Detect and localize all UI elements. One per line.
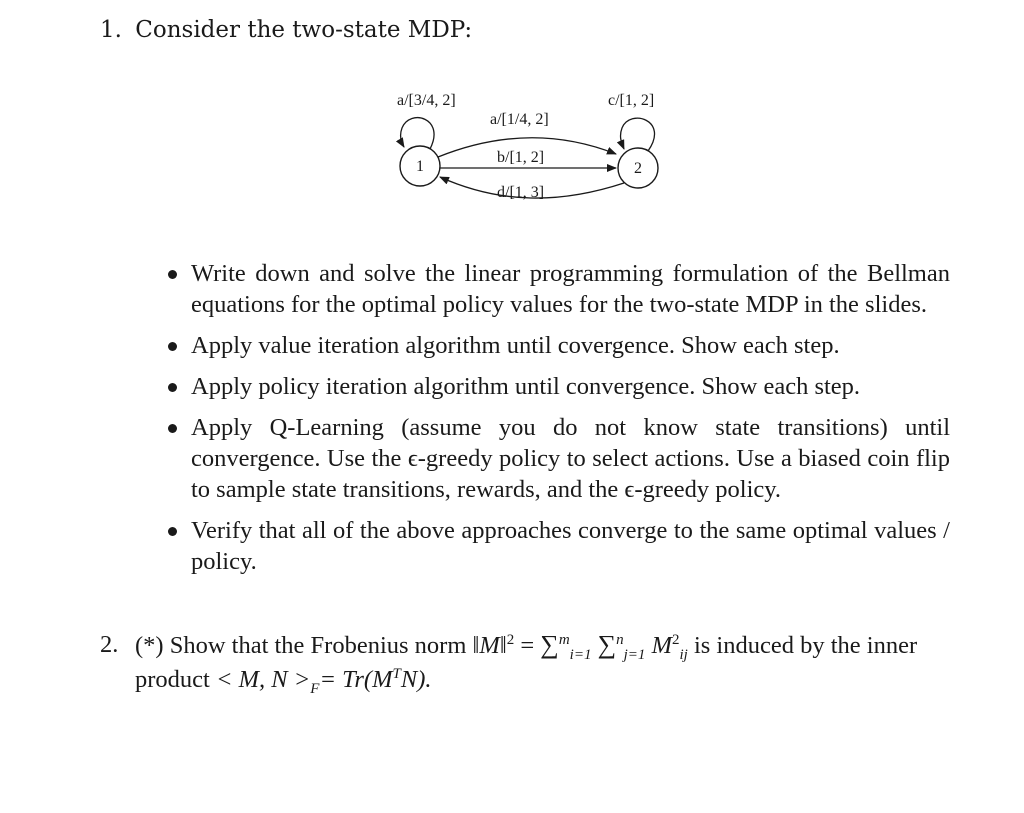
edge-d-label: d/[1, 3] — [497, 184, 545, 201]
question-1-heading — [100, 15, 472, 45]
bullet-dot-icon — [168, 342, 177, 351]
bullet-dot-icon — [168, 270, 177, 279]
sum-upper-n: n — [616, 631, 624, 648]
question-1-number: 1. — [100, 17, 122, 43]
bullet-dot-icon — [168, 383, 177, 392]
inner-product-subscript: F — [310, 680, 320, 697]
matrix-entry: M — [651, 632, 672, 659]
question-2-number: 2. — [100, 631, 119, 658]
bullet-item — [160, 515, 950, 577]
question-2-middle: is induced by the inner product — [135, 632, 918, 693]
sum-lower-i: i=1 — [569, 646, 592, 663]
question-2-body — [135, 628, 942, 697]
loop-1-label: a/[3/4, 2] — [397, 92, 456, 109]
state-1-label: 1 — [416, 158, 424, 175]
bullet-text: Apply value iteration algorithm until covergence. Show each step. — [191, 332, 840, 359]
entry-index: ij — [679, 646, 688, 663]
edge-b-label: b/[1, 2] — [497, 149, 545, 166]
sum-symbol-j: ∑ — [597, 630, 617, 659]
bullet-item — [160, 371, 950, 402]
inner-product: < M, N > — [215, 666, 311, 693]
bullet-dot-icon — [168, 424, 177, 433]
loop-2-arrow — [621, 118, 655, 151]
task-bullet-list — [160, 258, 950, 587]
equals-sign: = — [520, 632, 535, 659]
bullet-text: Apply policy iteration algorithm until convergence. Show each step. — [191, 373, 861, 400]
question-1-text: Consider the two-state MDP: — [135, 17, 473, 43]
entry-square: 2 — [671, 631, 680, 648]
sum-symbol-i: ∑ — [540, 630, 559, 659]
loop-2-label: c/[1, 2] — [608, 92, 655, 109]
state-2-label: 2 — [634, 160, 642, 177]
question-2-prefix: (*) Show that the Frobenius norm — [135, 632, 467, 659]
bullet-dot-icon — [168, 527, 177, 536]
trace-expression: = Tr(M — [319, 666, 393, 693]
mdp-diagram — [380, 80, 680, 220]
trace-expression-end: N). — [400, 666, 432, 693]
norm-square: 2 — [506, 631, 515, 648]
transpose-superscript: T — [392, 665, 401, 682]
bullet-text: Apply Q-Learning (assume you do not know state transitions) until convergence. Use the ϵ-greedy policy to select actions. Use a biased coin flip to sample state transitions, rewards, and the ϵ-greedy policy. — [191, 414, 950, 503]
frobenius-norm: ‖M‖ — [472, 632, 507, 659]
sum-lower-j: j=1 — [623, 646, 646, 663]
bullet-text: Write down and solve the linear programming formulation of the Bellman equations for the optimal policy values for the two-state MDP in the slides. — [191, 260, 950, 318]
question-2 — [100, 628, 942, 697]
bullet-item — [160, 330, 950, 361]
sum-upper-m: m — [558, 631, 570, 648]
loop-1-arrow — [401, 118, 435, 149]
bullet-item — [160, 412, 950, 505]
edge-a-label: a/[1/4, 2] — [490, 111, 549, 128]
bullet-item — [160, 258, 950, 320]
bullet-text: Verify that all of the above approaches converge to the same optimal values / policy. — [191, 517, 950, 575]
